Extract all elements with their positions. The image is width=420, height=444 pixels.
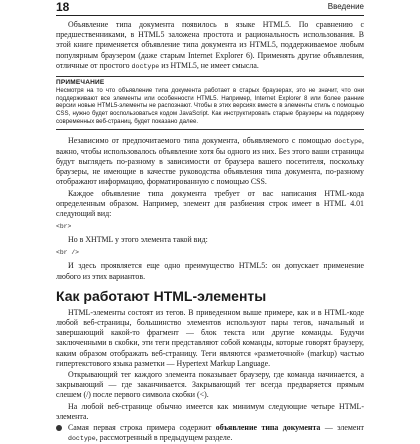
note-text: Несмотря на то что объявление типа документа работает в старых браузерах, это не значит, что они поддерживают все элементы или особенности HTML5. Например, Internet Explorer 8 или более ранние версии новые HTML5-элементы не распознают. Чтобы в этих версиях вместе в элементы стиль с помощью CSS, нужно будет воспользоваться кодом JavaScript. Как инструктировать старые браузеры на поддержку современных веб-страниц, будет показано далее.	[56, 87, 364, 125]
page-number: 18	[56, 0, 70, 14]
header-rule	[56, 15, 364, 16]
paragraph-doctype-intro: Объявление типа документа появилось в языке HTML5. По сравнению с предшественниками, в HTML5 заложена простота и рациональность использования. В этой книге применяется объявление типа документа из HTML5, поддерживаемое любым популярным браузером (даже старым Internet Explorer 6). Применять другие объявления, отличные от простого doctype из HTML5, не имеет смысла.	[56, 20, 364, 70]
paragraph-open-close-tags: Открывающий тег каждого элемента показывает браузеру, где команда начинается, а закрывающий — где заканчивается. Закрывающий тег всегда предваряется прямым слешем (/) после первого символа скобки (<).	[56, 369, 364, 400]
list-item: Самая первая строка примера содержит объявление типа документа — элемент doctype, рассмотренный в предыдущем разделе.	[56, 423, 364, 444]
paragraph-elements-tags: HTML-элементы состоят из тегов. В приведенном выше примере, как и в HTML-коде любой веб-страницы, большинство элементов используют пары тегов, начальный и завершающий какой-то фрагмент — блок текста или другие команды. Будучи заключенными в скобки, эти теги представляют собой команды, которые говорят браузеру, каким образом отображать веб-страницу. Теги являются «разметочной» (markup) частью гипертекстового языка разметки — Hypertext Markup Language.	[56, 307, 364, 368]
paragraph-html5-advantage: И здесь проявляется еще одно преимущество HTML5: он допускает применение любого из этих вариантов.	[56, 261, 364, 281]
code-sample-br: <br>	[56, 223, 72, 231]
paragraph-br-html4: Каждое объявление типа документа требует от вас написания HTML-кода определенным образом. Например, элемент для разбиения строк имеет в HTML 4.01 следующий вид:	[56, 188, 364, 218]
page-header	[56, 0, 364, 14]
note-title: ПРИМЕЧАНИЕ	[56, 79, 105, 87]
page-body	[56, 20, 364, 444]
inline-code: doctype	[131, 62, 160, 70]
inline-code: doctype	[68, 435, 96, 443]
note-box	[56, 76, 364, 130]
running-head: Введение	[327, 2, 364, 11]
section-title: Как работают HTML-элементы	[56, 287, 267, 304]
paragraph-br-xhtml: Но в XHTML у этого элемента такой вид:	[68, 235, 208, 245]
code-sample-br-xhtml: <br />	[56, 249, 80, 257]
bullet-icon	[56, 425, 62, 431]
inline-code: doctype	[334, 137, 363, 145]
paragraph-four-elements: На любой веб-странице обычно имеется как минимум следующие четыре HTML-элемента.	[56, 401, 364, 421]
paragraph-doctype-importance: Независимо от предпочитаемого типа документа, объявляемого с помощью doctype, важно, чтобы использовалось объявление хотя бы одного из них. Без этого ваши страницы будут выглядеть по-разному в зависимости от браузера вашего посетителя, поскольку браузеры, не имеющие в качестве руководства объявления типа документа, по-разному отображают информацию, форматированную с помощью CSS.	[56, 135, 364, 187]
